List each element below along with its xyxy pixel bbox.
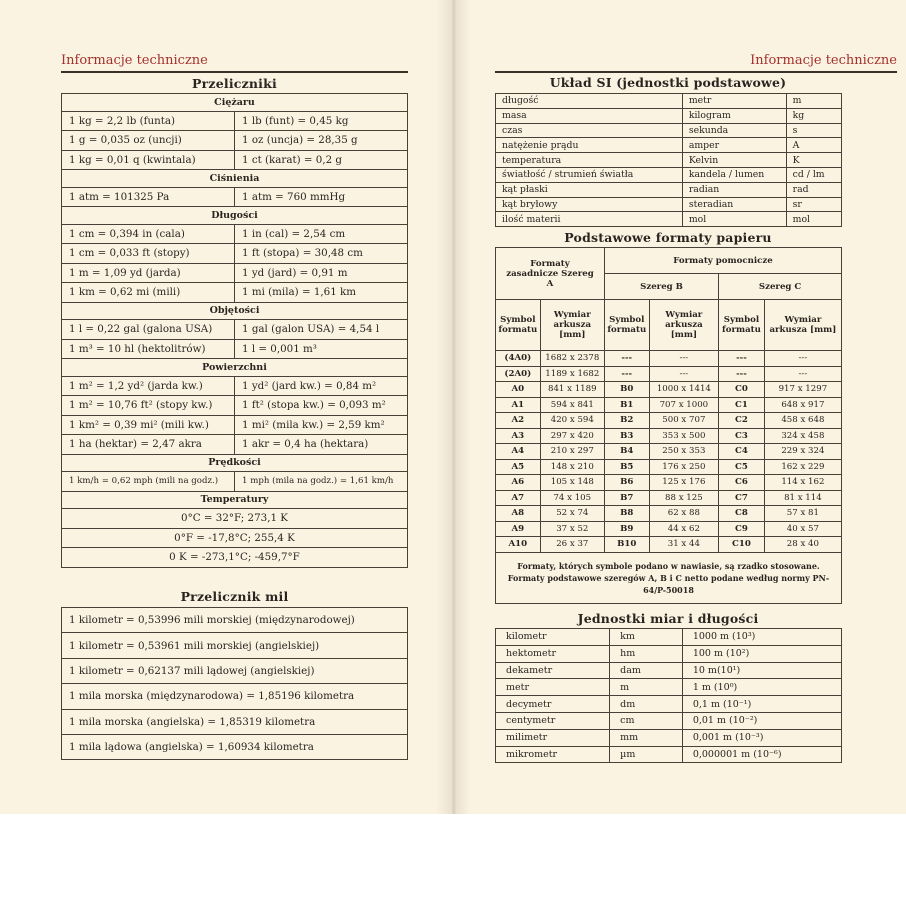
- si-quantity-cell: światłość / strumień światła: [496, 167, 683, 182]
- si-symbol-cell: kg: [786, 108, 841, 123]
- si-symbol-cell: A: [786, 138, 841, 153]
- format-size-cell: 26 x 37: [540, 537, 604, 553]
- miles-cell: 1 mila morska (międzynarodowa) = 1,85196 kilometra: [62, 684, 408, 709]
- group-title: Prędkości: [62, 454, 408, 472]
- si-symbol-cell: s: [786, 123, 841, 138]
- table-row: [62, 709, 408, 734]
- table-row: [496, 138, 842, 153]
- format-symbol-cell: ---: [719, 351, 765, 367]
- format-symbol-cell: A2: [496, 413, 541, 429]
- table-row: [496, 490, 842, 506]
- table-row: [496, 167, 842, 182]
- si-unit-cell: radian: [682, 182, 786, 197]
- si-symbol-cell: cd / lm: [786, 167, 841, 182]
- conversion-cell: 1 l = 0,001 m³: [235, 339, 408, 359]
- unit-name-cell: hektometr: [496, 645, 610, 662]
- miles-title: Przelicznik mil: [180, 589, 289, 604]
- format-symbol-cell: B3: [604, 428, 649, 444]
- format-symbol-cell: B8: [604, 506, 649, 522]
- format-size-cell: 1682 x 2378: [540, 351, 604, 367]
- format-symbol-cell: B7: [604, 490, 649, 506]
- conversion-cell: 1 atm = 101325 Pa: [62, 187, 235, 207]
- unit-symbol-cell: m: [610, 679, 683, 696]
- unit-value-cell: 0,1 m (10⁻¹): [682, 696, 841, 713]
- conversion-cell: 1 ft² (stopa kw.) = 0,093 m²: [235, 396, 408, 416]
- si-unit-cell: Kelvin: [682, 153, 786, 168]
- converter-group-header: [62, 302, 408, 320]
- format-size-cell: 1189 x 1682: [540, 366, 604, 382]
- format-size-cell: 37 x 52: [540, 521, 604, 537]
- conversion-cell: 1 g = 0,035 oz (uncji): [62, 131, 235, 151]
- converter-group-header: [62, 94, 408, 112]
- miles-cell: 1 mila lądowa (angielska) = 1,60934 kilometra: [62, 734, 408, 759]
- si-quantity-cell: czas: [496, 123, 683, 138]
- table-row: [496, 351, 842, 367]
- header-size: Wymiar arkusza [mm]: [649, 300, 719, 351]
- format-symbol-cell: B5: [604, 459, 649, 475]
- format-size-cell: 1000 x 1414: [649, 382, 719, 398]
- miles-cell: 1 kilometr = 0,53961 mili morskiej (angielskiej): [62, 633, 408, 658]
- table-row: [62, 376, 408, 396]
- conversion-cell: 1 kg = 2,2 lb (funta): [62, 111, 235, 131]
- format-symbol-cell: B10: [604, 537, 649, 553]
- format-symbol-cell: A0: [496, 382, 541, 398]
- table-row: [62, 339, 408, 359]
- paper-note: Formaty, których symbole podano w nawiasie, są rzadko stosowane. Formaty podstawowe szeregów A, B i C netto podane według normy PN-64/P-50018: [496, 552, 842, 603]
- si-unit-cell: sekunda: [682, 123, 786, 138]
- format-size-cell: ---: [764, 351, 841, 367]
- header-aux-formats: Formaty pomocnicze: [604, 248, 841, 274]
- format-symbol-cell: ---: [604, 351, 649, 367]
- format-symbol-cell: A10: [496, 537, 541, 553]
- format-size-cell: 40 x 57: [764, 521, 841, 537]
- unit-symbol-cell: cm: [610, 712, 683, 729]
- format-size-cell: ---: [649, 366, 719, 382]
- table-row: [62, 187, 408, 207]
- group-title: Objętości: [62, 302, 408, 320]
- conversion-cell: 1 kg = 0,01 q (kwintala): [62, 150, 235, 170]
- left-page: [0, 0, 451, 814]
- table-row: [62, 528, 408, 548]
- unit-name-cell: mikrometr: [496, 746, 610, 763]
- conversion-cell: 1 ha (hektar) = 2,47 akra: [62, 435, 235, 455]
- miles-cell: 1 kilometr = 0,62137 mili lądowej (angielskiej): [62, 658, 408, 683]
- unit-name-cell: dekametr: [496, 662, 610, 679]
- conversion-cell: 0 K = -273,1°C; -459,7°F: [62, 548, 408, 568]
- format-symbol-cell: B6: [604, 475, 649, 491]
- format-size-cell: 105 x 148: [540, 475, 604, 491]
- table-row: [62, 263, 408, 283]
- format-size-cell: 324 x 458: [764, 428, 841, 444]
- format-symbol-cell: B1: [604, 397, 649, 413]
- header-series-c: Szereg C: [719, 274, 842, 300]
- group-title: Ciśnienia: [62, 170, 408, 188]
- table-row: [496, 521, 842, 537]
- unit-name-cell: decymetr: [496, 696, 610, 713]
- format-symbol-cell: C7: [719, 490, 765, 506]
- conversion-cell: 1 km = 0,62 mi (mili): [62, 283, 235, 303]
- format-size-cell: 420 x 594: [540, 413, 604, 429]
- table-row: [496, 645, 842, 662]
- header-symbol: Symbol formatu: [604, 300, 649, 351]
- table-row: [62, 131, 408, 151]
- table-row: [496, 729, 842, 746]
- right-page: [455, 0, 906, 814]
- format-size-cell: 44 x 62: [649, 521, 719, 537]
- table-row: [496, 212, 842, 227]
- si-symbol-cell: m: [786, 94, 841, 109]
- format-size-cell: 648 x 917: [764, 397, 841, 413]
- converters-title: Przeliczniki: [192, 76, 277, 91]
- format-symbol-cell: B4: [604, 444, 649, 460]
- format-symbol-cell: A6: [496, 475, 541, 491]
- conversion-cell: 0°F = -17,8°C; 255,4 K: [62, 528, 408, 548]
- miles-table: [61, 607, 408, 760]
- format-symbol-cell: A9: [496, 521, 541, 537]
- unit-symbol-cell: km: [610, 629, 683, 646]
- conversion-cell: 1 cm = 0,394 in (cala): [62, 224, 235, 244]
- format-size-cell: ---: [649, 351, 719, 367]
- si-table: [495, 93, 842, 227]
- header-rule: [61, 71, 408, 73]
- format-size-cell: 210 x 297: [540, 444, 604, 460]
- format-size-cell: 162 x 229: [764, 459, 841, 475]
- table-row: [62, 111, 408, 131]
- unit-value-cell: 1 m (10⁰): [682, 679, 841, 696]
- si-quantity-cell: ilość materii: [496, 212, 683, 227]
- converter-group-header: [62, 491, 408, 509]
- header-size: Wymiar arkusza [mm]: [764, 300, 841, 351]
- format-size-cell: 353 x 500: [649, 428, 719, 444]
- format-size-cell: 88 x 125: [649, 490, 719, 506]
- si-title: Układ SI (jednostki podstawowe): [549, 75, 787, 90]
- format-size-cell: 57 x 81: [764, 506, 841, 522]
- page-header: Informacje techniczne: [750, 53, 897, 68]
- format-size-cell: 594 x 841: [540, 397, 604, 413]
- format-symbol-cell: B9: [604, 521, 649, 537]
- si-symbol-cell: rad: [786, 182, 841, 197]
- format-symbol-cell: A3: [496, 428, 541, 444]
- unit-value-cell: 0,01 m (10⁻²): [682, 712, 841, 729]
- page-header: Informacje techniczne: [61, 53, 208, 68]
- format-symbol-cell: C6: [719, 475, 765, 491]
- format-size-cell: 62 x 88: [649, 506, 719, 522]
- format-symbol-cell: B2: [604, 413, 649, 429]
- si-symbol-cell: sr: [786, 197, 841, 212]
- format-symbol-cell: A8: [496, 506, 541, 522]
- group-title: Ciężaru: [62, 94, 408, 112]
- table-row: [62, 658, 408, 683]
- si-quantity-cell: kąt bryłowy: [496, 197, 683, 212]
- table-row: [496, 662, 842, 679]
- si-quantity-cell: długość: [496, 94, 683, 109]
- format-size-cell: 458 x 648: [764, 413, 841, 429]
- unit-symbol-cell: mm: [610, 729, 683, 746]
- conversion-cell: 1 l = 0,22 gal (galona USA): [62, 320, 235, 340]
- units-table: [495, 628, 842, 763]
- header-symbol: Symbol formatu: [496, 300, 541, 351]
- format-size-cell: 28 x 40: [764, 537, 841, 553]
- table-row: [62, 633, 408, 658]
- si-unit-cell: kilogram: [682, 108, 786, 123]
- unit-value-cell: 1000 m (10³): [682, 629, 841, 646]
- conversion-cell: 1 gal (galon USA) = 4,54 l: [235, 320, 408, 340]
- format-size-cell: 125 x 176: [649, 475, 719, 491]
- si-quantity-cell: natężenie prądu: [496, 138, 683, 153]
- format-size-cell: 229 x 324: [764, 444, 841, 460]
- group-title: Temperatury: [62, 491, 408, 509]
- si-unit-cell: kandela / lumen: [682, 167, 786, 182]
- format-size-cell: 74 x 105: [540, 490, 604, 506]
- unit-name-cell: milimetr: [496, 729, 610, 746]
- format-symbol-cell: B0: [604, 382, 649, 398]
- si-quantity-cell: masa: [496, 108, 683, 123]
- si-quantity-cell: kąt płaski: [496, 182, 683, 197]
- table-row: [496, 712, 842, 729]
- unit-value-cell: 0,001 m (10⁻³): [682, 729, 841, 746]
- table-row: [62, 224, 408, 244]
- conversion-cell: 1 lb (funt) = 0,45 kg: [235, 111, 408, 131]
- format-symbol-cell: C2: [719, 413, 765, 429]
- unit-value-cell: 100 m (10²): [682, 645, 841, 662]
- unit-value-cell: 0,000001 m (10⁻⁶): [682, 746, 841, 763]
- table-row: [62, 734, 408, 759]
- table-row: [496, 629, 842, 646]
- table-row: [496, 413, 842, 429]
- table-row: [496, 397, 842, 413]
- format-size-cell: 917 x 1297: [764, 382, 841, 398]
- table-row: [62, 150, 408, 170]
- conversion-cell: 1 in (cal) = 2,54 cm: [235, 224, 408, 244]
- format-symbol-cell: ---: [719, 366, 765, 382]
- unit-symbol-cell: dam: [610, 662, 683, 679]
- conversion-cell: 1 mi (mila) = 1,61 km: [235, 283, 408, 303]
- si-unit-cell: steradian: [682, 197, 786, 212]
- si-symbol-cell: K: [786, 153, 841, 168]
- converter-group-header: [62, 170, 408, 188]
- conversion-cell: 1 m² = 10,76 ft² (stopy kw.): [62, 396, 235, 416]
- unit-value-cell: 10 m(10¹): [682, 662, 841, 679]
- unit-symbol-cell: hm: [610, 645, 683, 662]
- conversion-cell: 1 m² = 1,2 yd² (jarda kw.): [62, 376, 235, 396]
- format-symbol-cell: A4: [496, 444, 541, 460]
- conversion-cell: 1 cm = 0,033 ft (stopy): [62, 244, 235, 264]
- unit-symbol-cell: µm: [610, 746, 683, 763]
- conversion-cell: 1 m = 1,09 yd (jarda): [62, 263, 235, 283]
- format-symbol-cell: C4: [719, 444, 765, 460]
- paper-formats-table: [495, 247, 842, 604]
- si-quantity-cell: temperatura: [496, 153, 683, 168]
- table-row: [496, 108, 842, 123]
- header-basic-formats: Formaty zasadnicze Szereg A: [496, 248, 605, 300]
- si-symbol-cell: mol: [786, 212, 841, 227]
- table-row: [62, 548, 408, 568]
- table-row: [496, 444, 842, 460]
- units-title: Jednostki miar i długości: [577, 611, 759, 626]
- table-row: [62, 283, 408, 303]
- format-size-cell: 52 x 74: [540, 506, 604, 522]
- converter-group-header: [62, 454, 408, 472]
- table-row: [496, 696, 842, 713]
- format-symbol-cell: (2A0): [496, 366, 541, 382]
- format-size-cell: 500 x 707: [649, 413, 719, 429]
- table-row: [496, 123, 842, 138]
- table-row: [62, 415, 408, 435]
- format-size-cell: 707 x 1000: [649, 397, 719, 413]
- si-unit-cell: mol: [682, 212, 786, 227]
- format-size-cell: 81 x 114: [764, 490, 841, 506]
- header-rule: [495, 71, 897, 73]
- header-size: Wymiar arkusza [mm]: [540, 300, 604, 351]
- format-symbol-cell: C0: [719, 382, 765, 398]
- conversion-cell: 1 m³ = 10 hl (hektolitrów): [62, 339, 235, 359]
- format-symbol-cell: A7: [496, 490, 541, 506]
- miles-cell: 1 mila morska (angielska) = 1,85319 kilometra: [62, 709, 408, 734]
- format-symbol-cell: C5: [719, 459, 765, 475]
- conversion-cell: 1 mph (mila na godz.) = 1,61 km/h: [235, 472, 408, 492]
- format-size-cell: 114 x 162: [764, 475, 841, 491]
- format-size-cell: 250 x 353: [649, 444, 719, 460]
- table-row: [496, 197, 842, 212]
- unit-name-cell: centymetr: [496, 712, 610, 729]
- conversion-cell: 1 ct (karat) = 0,2 g: [235, 150, 408, 170]
- unit-symbol-cell: dm: [610, 696, 683, 713]
- table-row: [496, 366, 842, 382]
- format-size-cell: 148 x 210: [540, 459, 604, 475]
- unit-name-cell: metr: [496, 679, 610, 696]
- format-size-cell: 841 x 1189: [540, 382, 604, 398]
- unit-name-cell: kilometr: [496, 629, 610, 646]
- table-row: [62, 396, 408, 416]
- table-row: [62, 435, 408, 455]
- table-row: [62, 608, 408, 633]
- paper-title: Podstawowe formaty papieru: [564, 230, 772, 245]
- conversion-cell: 1 km² = 0,39 mi² (mili kw.): [62, 415, 235, 435]
- table-row: [496, 506, 842, 522]
- table-row: [62, 684, 408, 709]
- format-symbol-cell: C10: [719, 537, 765, 553]
- table-row: [496, 746, 842, 763]
- conversion-cell: 1 mi² (mila kw.) = 2,59 km²: [235, 415, 408, 435]
- format-size-cell: ---: [764, 366, 841, 382]
- conversion-cell: 0°C = 32°F; 273,1 K: [62, 509, 408, 529]
- si-unit-cell: metr: [682, 94, 786, 109]
- table-row: [496, 475, 842, 491]
- header-series-b: Szereg B: [604, 274, 718, 300]
- group-title: Powierzchni: [62, 359, 408, 377]
- conversion-cell: 1 yd (jard) = 0,91 m: [235, 263, 408, 283]
- table-row: [62, 320, 408, 340]
- conversion-cell: 1 ft (stopa) = 30,48 cm: [235, 244, 408, 264]
- table-row: [496, 182, 842, 197]
- converter-group-header: [62, 207, 408, 225]
- table-row: [62, 244, 408, 264]
- format-symbol-cell: (4A0): [496, 351, 541, 367]
- si-unit-cell: amper: [682, 138, 786, 153]
- table-row: [496, 428, 842, 444]
- group-title: Długości: [62, 207, 408, 225]
- miles-cell: 1 kilometr = 0,53996 mili morskiej (międzynarodowej): [62, 608, 408, 633]
- format-symbol-cell: ---: [604, 366, 649, 382]
- format-symbol-cell: A5: [496, 459, 541, 475]
- format-symbol-cell: C8: [719, 506, 765, 522]
- format-size-cell: 297 x 420: [540, 428, 604, 444]
- table-row: [62, 472, 408, 492]
- format-size-cell: 31 x 44: [649, 537, 719, 553]
- format-symbol-cell: A1: [496, 397, 541, 413]
- table-row: [496, 382, 842, 398]
- table-row: [496, 94, 842, 109]
- format-symbol-cell: C3: [719, 428, 765, 444]
- table-row: [496, 679, 842, 696]
- table-row: [496, 459, 842, 475]
- format-size-cell: 176 x 250: [649, 459, 719, 475]
- converter-group-header: [62, 359, 408, 377]
- conversion-cell: 1 km/h = 0,62 mph (mili na godz.): [62, 472, 235, 492]
- conversion-cell: 1 oz (uncja) = 28,35 g: [235, 131, 408, 151]
- table-row: [496, 537, 842, 553]
- converters-table: [61, 93, 408, 568]
- table-row: [62, 509, 408, 529]
- conversion-cell: 1 akr = 0,4 ha (hektara): [235, 435, 408, 455]
- header-symbol: Symbol formatu: [719, 300, 765, 351]
- conversion-cell: 1 atm = 760 mmHg: [235, 187, 408, 207]
- format-symbol-cell: C1: [719, 397, 765, 413]
- format-symbol-cell: C9: [719, 521, 765, 537]
- table-note-row: [496, 552, 842, 603]
- table-row: [496, 153, 842, 168]
- conversion-cell: 1 yd² (jard kw.) = 0,84 m²: [235, 376, 408, 396]
